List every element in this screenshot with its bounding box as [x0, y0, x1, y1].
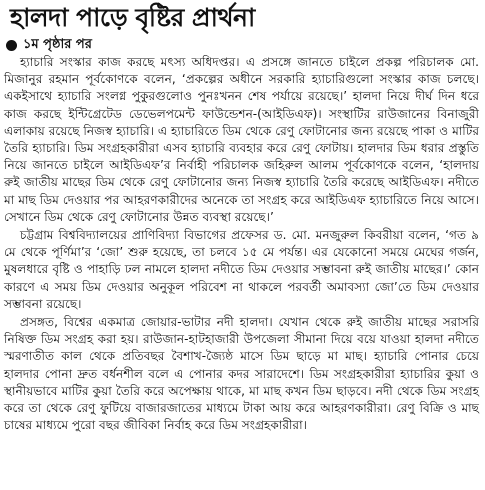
continued-from-marker — [0, 36, 485, 54]
article-paragraph: হ্যাচারি সংস্কার কাজ করছে মৎস্য অধিদপ্তর। এ প্রসঙ্গে জানতে চাইলে প্রকল্প পরিচালক মো. মিজানুর রহমান পূর্বকোণকে বলেন, ‘প্রকল্পের অধীনে সরকারি হ্যাচারিগুলো সংস্কার কাজ চলছে। একইসাথে হ্যাচারি সংলগ্ন পুকুরগুলোও পুনঃখনন শেষ পর্যায়ে রয়েছে।’ হালদা নিয়ে দীর্ঘ দিন ধরে কাজ করছে ইন্টিগ্রেটেড ডেভেলপমেন্ট ফাউন্ডেশন-(আইডিএফ)। সংস্থাটির রাউজানের বিনাজুরী এলাকায় রয়েছে নিজস্ব হ্যাচারি। এ হ্যাচারিতে ডিম থেকে রেণু ফোটানোর জন্য রয়েছে পাকা ও মাটির তৈরি হ্যাচারি। ডিম সংগ্রহকারীরা এসব হ্যাচারি ব্যবহার করে রেণু ফোটায়। হালদার ডিম ধরার প্রস্তুতি নিয়ে জানতে চাইলে আইডিএফ’র নির্বাহী পরিচালক জহিরুল আলম পূর্বকোণকে বলেন, ‘হালদায় রুই জাতীয় মাছের ডিম থেকে রেণু ফোটানোর জন্য নিজস্ব হ্যাচারি তৈরি করেছে আইডিএফ। নদীতে মা মাছ ডিম দেওয়ার পর আহরণকারীদের অনেকে তা সংগ্রহ করে আইডিএফ হ্যাচারিতে নিয়ে আসে। সেখানে ডিম থেকে রেণু ফোটানোর উন্নত ব্যবস্থা রয়েছে।’ — [4, 55, 479, 224]
article-body — [0, 54, 485, 434]
bullet-dot-icon — [6, 40, 17, 51]
article-paragraph: প্রসঙ্গত, বিশ্বের একমাত্র জোয়ার-ভাটার নদী হালদা। যেখান থেকে রুই জাতীয় মাছের সরাসরি নিষিক্ত ডিম সংগ্রহ করা হয়। রাউজান-হাটহাজারী উপজেলা সীমানা দিয়ে বয়ে যাওয়া হালদা নদীতে স্মরণাতীত কাল থেকে প্রতিবছর বৈশাখ-জ্যৈষ্ঠ মাসে ডিম ছাড়ে মা মাছ। হ্যাচারি পোনার চেয়ে হালদার পোনা দ্রুত বর্ধনশীল বলে এ পোনার কদর সারাদেশে। ডিম সংগ্রহকারীরা হ্যাচারির কুয়া ও স্থানীয়ভাবে মাটির কুয়া তৈরি করে অপেক্ষায় থাকে, মা মাছ কখন ডিম ছাড়বে। নদী থেকে ডিম সংগ্রহ করে তা থেকে রেণু ফুটিয়ে বাজারজাতের মাধ্যমে টাকা আয় করে আহরণকারীরা। রেণু বিক্রি ও মাছ চাষের মাধ্যমে পুরো বছর জীবিকা নির্বাহ করে ডিম সংগ্রহকারীরা। — [4, 315, 479, 433]
continued-from-label: ১ম পৃষ্ঠার পর — [23, 36, 92, 52]
headline: হালদা পাড়ে বৃষ্টির প্রার্থনা — [10, 3, 255, 32]
article-paragraph: চট্টগ্রাম বিশ্ববিদ্যালয়ের প্রাণিবিদ্যা বিভাগের প্রফেসর ড. মো. মনজুরুল কিবরীয়া বলেন, ‘গত ৯ মে থেকে পূর্ণিমা’র ‘জো’ শুরু হয়েছে, তা চলবে ১৫ মে পর্যন্ত। এর যেকোনো সময়ে মেঘের গর্জন, মুষলধারে বৃষ্টি ও পাহাড়ি ঢল নামলে হালদা নদীতে ডিম দেওয়ার সম্ভাবনা রুই জাতীয় মাছের।’ কোন কারণে এ সময় ডিম দেওয়ার অনুকূল পরিবেশ না থাকলে পরবর্তী অমাবস্যা জো’তে ডিম দেওয়ার সম্ভাবনা রয়েছে। — [4, 228, 479, 311]
